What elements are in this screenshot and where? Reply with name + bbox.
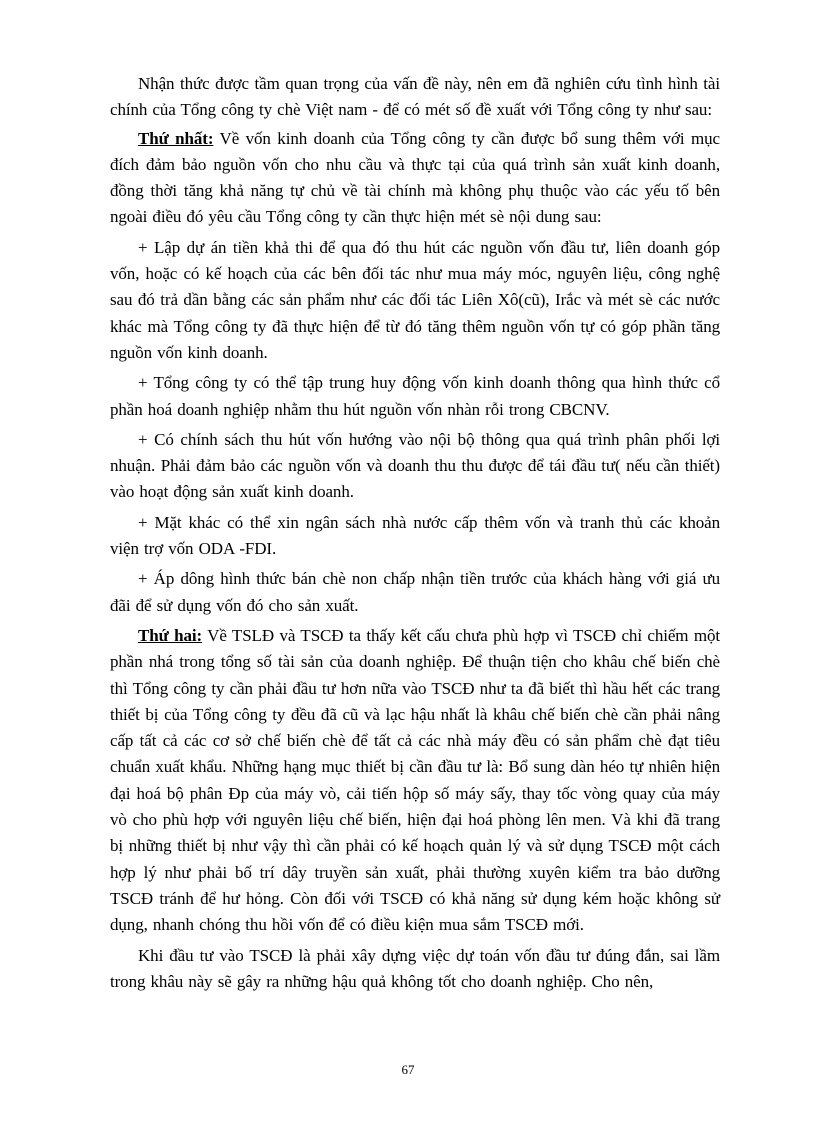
document-page bbox=[110, 71, 720, 997]
paragraph-text: + Mặt khác có thể xin ngân sách nhà nước cấp thêm vốn và tranh thủ các khoản viện trợ vốn ODA -FDI. bbox=[110, 512, 720, 559]
paragraph-first-point bbox=[110, 126, 720, 231]
paragraph-intro bbox=[110, 71, 720, 124]
paragraph-text: Về TSLĐ và TSCĐ ta thấy kết cấu chưa phù hợp vì TSCĐ chỉ chiếm một phần nhá trong tổng số tài sản của doanh nghiệp. Để thuận tiện cho khâu chế biến chè thì Tổng công ty cần phải đầu tư hơn nữa vào TSCĐ như ta đã biết thì hầu hết các trang thiết bị của Tổng công ty đều đã cũ và lạc hậu nhất là khâu chế biến chè cần phải nâng cấp tất cả các cơ sở chế biến chè để tất cả các nhà máy đều có sản phẩm chè đạt tiêu chuẩn xuất khẩu. Những hạng mục thiết bị cần đầu tư là: Bổ sung dàn héo tự nhiên hiện đại hoá bộ phân Đp của máy vò, cải tiến hộp số máy sấy, thay tốc vòng quay của máy vò cho phù hợp với nguyên liệu chế biến, hiện đại hoá phòng lên men. Và khi đã trang bị những thiết bị như vậy thì cần phải có kế hoạch quản lý và sử dụng TSCĐ một cách hợp lý như phải bố trí dây truyền sản xuất, phải thường xuyên kiểm tra bảo dưỡng TSCĐ tránh để hư hỏng. Còn đối với TSCĐ có khả năng sử dụng kém hoặc không sử dụng, nhanh chóng thu hồi vốn để có điều kiện mua sắm TSCĐ mới. bbox=[110, 625, 720, 935]
paragraph-text: + Áp dông hình thức bán chè non chấp nhận tiền trước của khách hàng với giá ưu đãi để sử dụng vốn đó cho sản xuất. bbox=[110, 569, 720, 615]
paragraph-text: + Lập dự án tiền khả thi để qua đó thu hút các nguồn vốn đầu tư, liên doanh góp vốn, hoặc có kế hoạch của các bên đối tác như mua máy móc, nguyên liệu, công nghệ sau đó trả dần bằng các sản phẩm như các đối tác Liên Xô(cũ), Irắc và mét sè các nước khác mà Tổng công ty đã thực hiện để từ đó tăng thêm nguồn vốn tự có góp phần tăng nguồn vốn kinh doanh. bbox=[110, 237, 720, 362]
section-heading-first: Thứ nhất: bbox=[138, 128, 214, 148]
paragraph-second-point bbox=[110, 623, 720, 939]
paragraph-text: Về vốn kinh doanh của Tổng công ty cần được bổ sung thêm với mục đích đảm bảo nguồn vốn cho nhu cầu và thực tại của quá trình sản xuất kinh doanh, đồng thời tăng khả năng tự chủ về tài chính mà không phụ thuộc vào các yếu tố bên ngoài điều đó yêu cầu Tổng công ty cần thực hiện mét sè nội dung sau: bbox=[110, 128, 720, 227]
section-heading-second: Thứ hai: bbox=[138, 625, 203, 645]
paragraph-text: Nhận thức được tầm quan trọng của vấn đề này, nên em đã nghiên cứu tình hình tài chính của Tổng công ty chè Việt nam - để có mét số đề xuất với Tổng công ty như sau: bbox=[110, 74, 720, 120]
bullet-paragraph bbox=[110, 235, 720, 366]
bullet-paragraph bbox=[110, 370, 720, 423]
bullet-paragraph bbox=[110, 427, 720, 506]
paragraph-conclusion bbox=[110, 943, 720, 996]
paragraph-text: + Có chính sách thu hút vốn hướng vào nội bộ thông qua quá trình phân phối lợi nhuận. Phải đảm bảo các nguồn vốn và doanh thu thu được để tái đầu tư( nếu cần thiết) vào hoạt động sản xuất kinh doanh. bbox=[110, 429, 720, 502]
bullet-paragraph bbox=[110, 510, 720, 563]
paragraph-text: Khi đầu tư vào TSCĐ là phải xây dựng việc dự toán vốn đầu tư đúng đắn, sai lầm trong khâu này sẽ gây ra những hậu quả không tốt cho doanh nghiệp. Cho nên, bbox=[110, 945, 720, 991]
page-number: 67 bbox=[401, 1062, 415, 1077]
bullet-paragraph bbox=[110, 566, 720, 619]
paragraph-text: + Tổng công ty có thể tập trung huy động vốn kinh doanh thông qua hình thức cổ phần hoá doanh nghiệp nhằm thu hút nguồn vốn nhàn rỗi trong CBCNV. bbox=[110, 373, 720, 419]
